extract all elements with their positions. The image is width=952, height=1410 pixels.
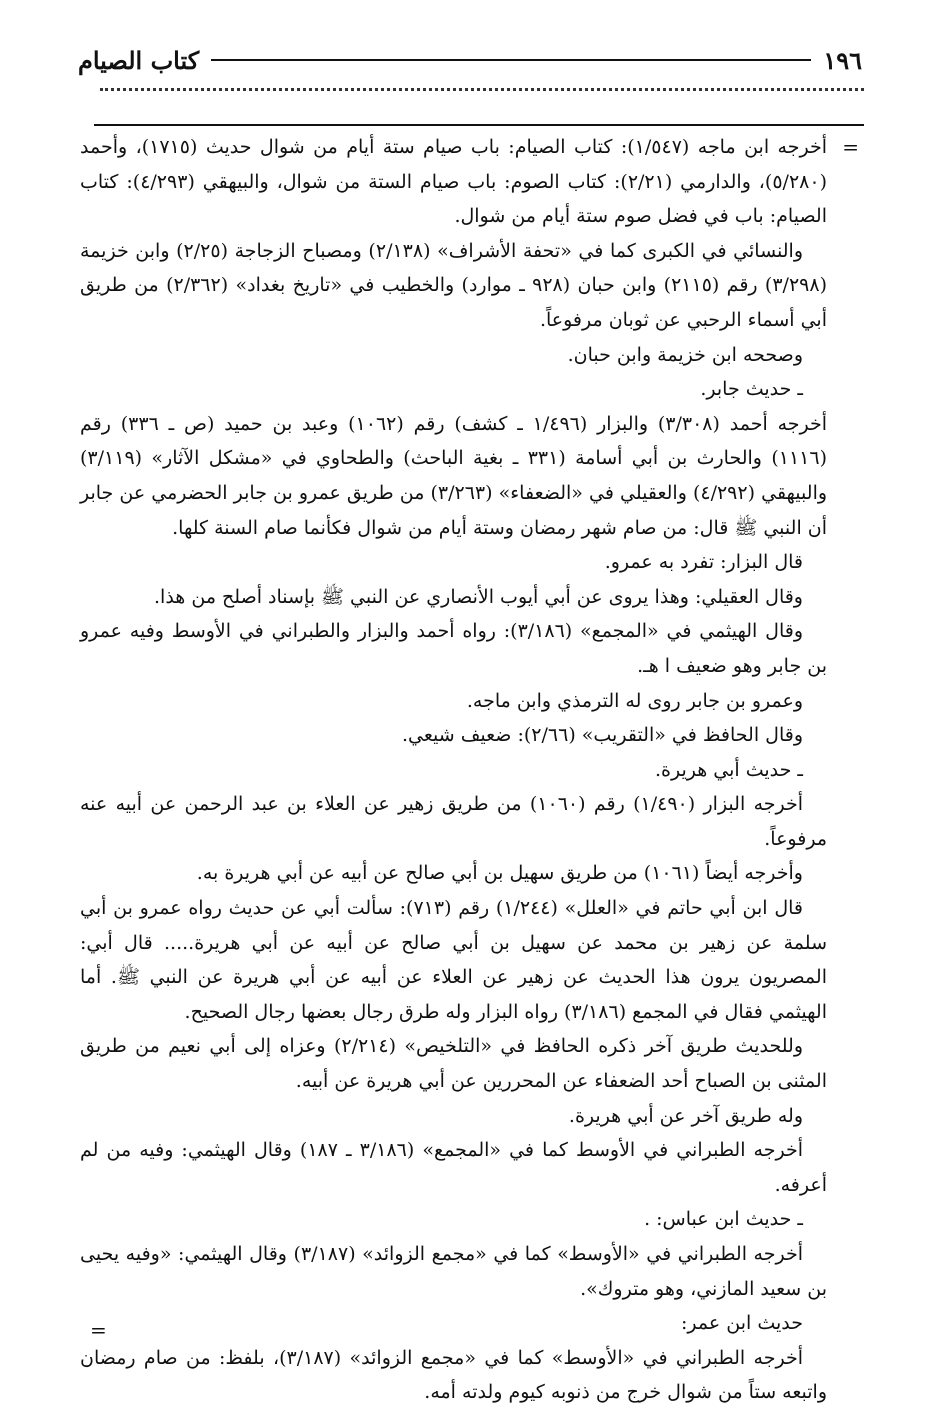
- paragraph-21: أخرجه الطبراني في «الأوسط» كما في «مجمع الزوائد» (٣/١٨٧)، بلفظ: من صام رمضان واتبعه ستاً من شوال خرج من ذنوبه كيوم ولدته أمه.: [80, 1346, 827, 1404]
- paragraph-2: والنسائي في الكبرى كما في «تحفة الأشراف» (٢/١٣٨) ومصباح الزجاجة (٢/٢٥) وابن خزيمة (٣/٢٩٨) رقم (٢١١٥) وابن حبان (٩٢٨ ـ موارد) والخطيب في «تاريخ بغداد» (٢/٣٦٢) من طريق أبي أسماء الرحبي عن ثوبان مرفوعاً.: [80, 239, 827, 331]
- paragraph-4: ـ حديث جابر.: [700, 378, 803, 401]
- paragraph-8: وقال الهيثمي في «المجمع» (٣/١٨٦): رواه أحمد والبزار والطبراني في الأوسط وفيه عمرو بن جابر وهو ضعيف ا هـ.: [80, 620, 827, 677]
- paragraph-3: وصححه ابن خزيمة وابن حبان.: [567, 343, 803, 366]
- paragraph-16: وله طريق آخر عن أبي هريرة.: [568, 1104, 803, 1127]
- paragraph-13: وأخرجه أيضاً (١٠٦١) من طريق سهيل بن أبي صالح عن أبيه عن أبي هريرة به.: [196, 862, 803, 885]
- paragraph-10: وقال الحافظ في «التقريب» (٢/٦٦): ضعيف شيعي.: [402, 724, 803, 747]
- book-title: كتاب الصيام: [78, 45, 200, 75]
- continuation-mark-top: =: [842, 135, 859, 159]
- footnote-separator: [94, 124, 864, 126]
- paragraph-7: وقال العقيلي: وهذا يروى عن أبي أيوب الأنصاري عن النبي ﷺ بإسناد أصلح من هذا.: [154, 585, 803, 608]
- page-number: ١٩٦: [823, 45, 862, 75]
- paragraph-11: ـ حديث أبي هريرة.: [654, 758, 803, 781]
- paragraph-18: ـ حديث ابن عباس: .: [644, 1208, 803, 1231]
- paragraph-20: حديث ابن عمر:: [681, 1312, 803, 1335]
- header-rule: [211, 59, 811, 61]
- paragraph-17: أخرجه الطبراني في الأوسط كما في «المجمع» (٣/١٨٦ ـ ١٨٧) وقال الهيثمي: وفيه من لم أعرفه.: [80, 1139, 827, 1196]
- paragraph-19: أخرجه الطبراني في «الأوسط» كما في «مجمع الزوائد» (٣/١٨٧) وقال الهيثمي: «وفيه يحيى بن سعيد المازني، وهو متروك».: [80, 1243, 827, 1300]
- paragraph-1: أخرجه ابن ماجه (١/٥٤٧): كتاب الصيام: باب صيام ستة أيام من شوال حديث (١٧١٥)، وأحمد (٥/٢٨٠)، والدارمي (٢/٢١): كتاب الصوم: باب صيام الستة من شوال، والبيهقي (٤/٢٩٣): كتاب الصيام: باب في فضل صوم ستة أيام من شوال.: [80, 136, 827, 228]
- paragraph-9: وعمرو بن جابر روى له الترمذي وابن ماجه.: [466, 689, 803, 712]
- paragraph-15: وللحديث طريق آخر ذكره الحافظ في «التلخيص» (٢/٢١٤) وعزاه إلى أبي نعيم من طريق المثنى بن الصباح أحد الضعفاء عن المحررين عن أبي هريرة عن أبيه.: [80, 1035, 827, 1093]
- paragraph-12: أخرجه البزار (١/٤٩٠) رقم (١٠٦٠) من طريق زهير عن العلاء بن عبد الرحمن عن أبيه عنه مرفوعاً.: [80, 793, 827, 850]
- footnote-body: [80, 130, 827, 1410]
- dotted-divider: [100, 88, 864, 103]
- paragraph-6: قال البزار: تفرد به عمرو.: [604, 551, 803, 574]
- paragraph-5: أخرجه أحمد (٣/٣٠٨) والبزار (١/٤٩٦ ـ كشف) رقم (١٠٦٢) وعبد بن حميد (ص ـ ٣٣٦) رقم (١١١٦) والحارث بن أبي أسامة (٣٣١ ـ بغية الباحث) والطحاوي في «مشكل الآثار» (٣/١١٩) والبيهقي (٤/٢٩٢) والعقيلي في «الضعفاء» (٣/٢٦٣) من طريق عمرو بن جابر الحضرمي عن جابر أن النبي ﷺ قال: من صام شهر رمضان وستة أيام من شوال فكأنما صام السنة كلها.: [80, 412, 828, 539]
- page-header: [78, 42, 862, 78]
- paragraph-14: قال ابن أبي حاتم في «العلل» (١/٢٤٤) رقم (٧١٣): سألت أبي عن حديث رواه عمرو بن أبي سلمة عن زهير بن محمد عن سهيل بن أبي صالح عن أبيه عن أبي هريرة..... قال أبي: المصريون يرون هذا الحديث عن زهير عن العلاء عن أبيه عن أبي هريرة عن النبي ﷺ. أما الهيثمي فقال في المجمع (٣/١٨٦) رواه البزار وله طرق رجال بعضها رجال الصحيح.: [80, 897, 827, 1023]
- continuation-mark-bottom: =: [90, 1318, 107, 1342]
